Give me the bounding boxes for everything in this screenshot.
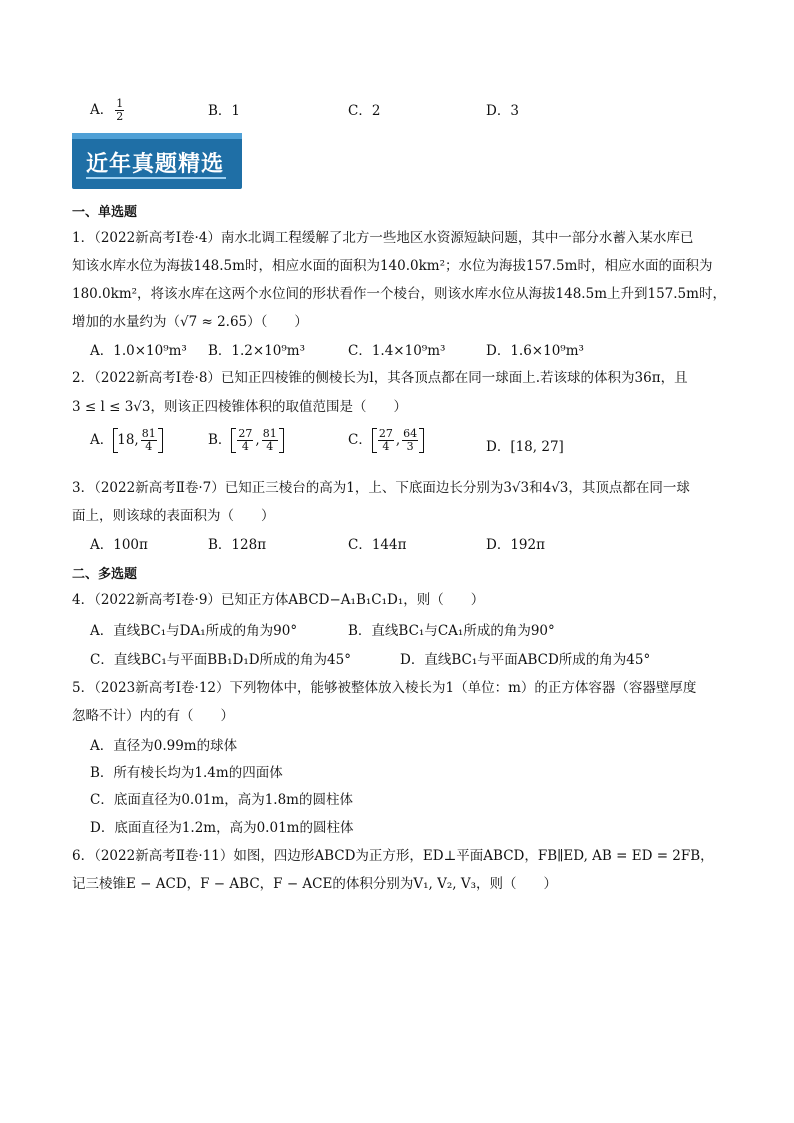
banner-title: 近年真题精选 xyxy=(86,152,225,177)
q3-option-b: B．128π xyxy=(208,537,267,553)
section-title-multiple-choice: 二、多选题 xyxy=(72,567,138,582)
q2-option-d: D．[18, 27] xyxy=(486,439,564,455)
section-title-single-choice: 一、单选题 xyxy=(72,205,138,220)
q6-line-1: 6．（2022新高考Ⅱ卷·11）如图，四边形ABCD为正方形，ED⊥平面ABCD，FB∥ED, AB = ED = 2FB， xyxy=(72,848,714,864)
q3-line-1: 3．（2022新高考Ⅱ卷·7）已知正三棱台的高为1，上、下底面边长分别为3√3和4√3，其顶点都在同一球 xyxy=(72,480,690,496)
q2-option-a: A． 18, $\frac{81}{4}$ xyxy=(90,428,163,453)
q2-line-2: 3 ≤ l ≤ 3√3，则该正四棱锥体积的取值范围是（ ） xyxy=(72,399,407,415)
q4-option-c: C．直线BC₁与平面BB₁D₁D所成的角为45° xyxy=(90,652,351,668)
q3-option-c: C．144π xyxy=(348,537,407,553)
q4-option-a: A．直线BC₁与DA₁所成的角为90° xyxy=(90,623,298,639)
prev-option-c: C．2 xyxy=(348,103,381,119)
q1-line-3: 180.0km²，将该水库在这两个水位间的形状看作一个棱台，则该水库水位从海拔148.5m上升到157.5m时， xyxy=(72,286,726,302)
q4-option-b: B．直线BC₁与CA₁所成的角为90° xyxy=(348,623,555,639)
q5-line-2: 忽略不计）内的有（ ） xyxy=(72,708,234,724)
q1-line-2: 知该水库水位为海拔148.5m时，相应水面的面积为140.0km²；水位为海拔157.5m时，相应水面的面积为 xyxy=(72,258,713,274)
interval: $\frac{27}{4}$ , $\frac{64}{3}$ xyxy=(372,428,424,453)
interval: 18, $\frac{81}{4}$ xyxy=(113,428,162,453)
q1-option-b: B．1.2×10⁹m³ xyxy=(208,343,306,359)
prev-option-d: D．3 xyxy=(486,103,519,119)
section-banner xyxy=(72,133,242,189)
q5-option-a: A．直径为0.99m的球体 xyxy=(90,738,238,754)
q3-option-a: A．100π xyxy=(90,537,148,553)
q4-line-1: 4．（2022新高考Ⅰ卷·9）已知正方体ABCD−A₁B₁C₁D₁，则（ ） xyxy=(72,592,485,608)
q5-line-1: 5．（2023新高考Ⅰ卷·12）下列物体中，能够被整体放入棱长为1（单位：m）的正方体容器（容器壁厚度 xyxy=(72,680,697,696)
q2-option-c: C． $\frac{27}{4}$ , $\frac{64}{3}$ xyxy=(348,428,424,453)
fraction: $\frac{1}{2}$ xyxy=(116,97,124,123)
q1-line-1: 1．（2022新高考Ⅰ卷·4）南水北调工程缓解了北方一些地区水资源短缺问题，其中一部分水蓄入某水库已 xyxy=(72,230,694,246)
q3-line-2: 面上，则该球的表面积为（ ） xyxy=(72,508,275,524)
q1-option-a: A．1.0×10⁹m³ xyxy=(90,343,187,359)
q3-option-d: D．192π xyxy=(486,537,545,553)
q2-line-1: 2．（2022新高考Ⅰ卷·8）已知正四棱锥的侧棱长为l，其各顶点都在同一球面上.若该球的体积为36π，且 xyxy=(72,370,688,386)
prev-option-a: A． $\frac{1}{2}$ xyxy=(90,97,124,123)
q4-option-d: D．直线BC₁与平面ABCD所成的角为45° xyxy=(400,652,651,668)
q5-option-c: C．底面直径为0.01m，高为1.8m的圆柱体 xyxy=(90,792,353,808)
prev-option-b: B．1 xyxy=(208,103,241,119)
interval: $\frac{27}{4}$ , $\frac{81}{4}$ xyxy=(231,428,283,453)
q1-option-c: C．1.4×10⁹m³ xyxy=(348,343,446,359)
q1-option-d: D．1.6×10⁹m³ xyxy=(486,343,584,359)
q1-line-4: 增加的水量约为（√7 ≈ 2.65）（ ） xyxy=(72,314,308,330)
q2-option-b: B． $\frac{27}{4}$ , $\frac{81}{4}$ xyxy=(208,428,284,453)
q5-option-b: B．所有棱长均为1.4m的四面体 xyxy=(90,765,283,781)
q5-option-d: D．底面直径为1.2m，高为0.01m的圆柱体 xyxy=(90,820,354,836)
q6-line-2: 记三棱锥E − ACD，F − ABC，F − ACE的体积分别为V₁, V₂, V₃，则（ ） xyxy=(72,876,558,892)
